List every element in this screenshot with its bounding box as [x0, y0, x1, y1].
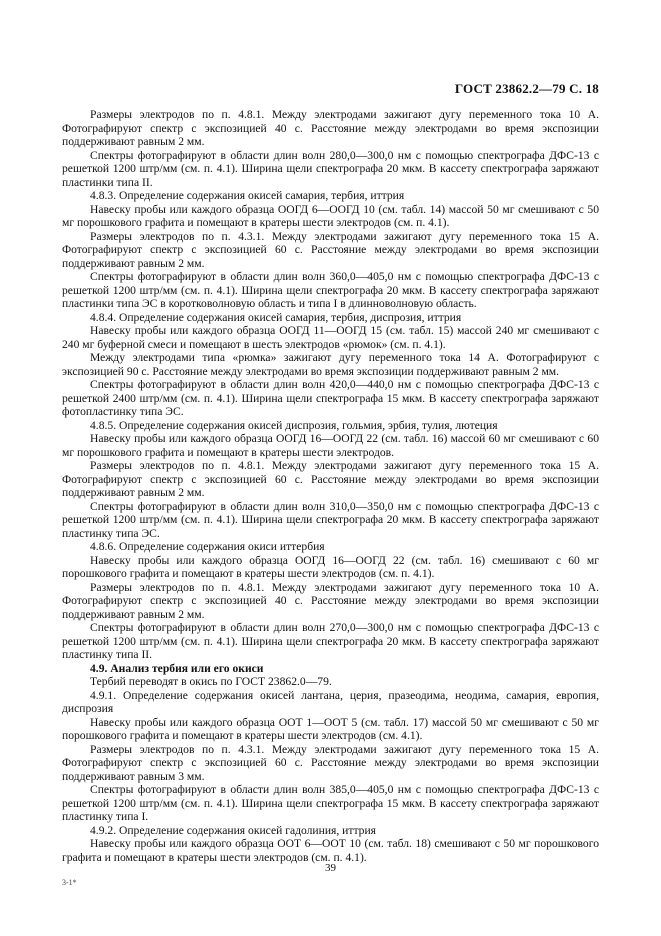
paragraph: Размеры электродов по п. 4.3.1. Между электродами зажигают дугу переменного тока 15 А. Фотографируют спектр с экспозицией 60 с. Расстояние между электродами во время экспозиции поддерживают равным 3 мм. — [62, 742, 599, 783]
paragraph: Размеры электродов по п. 4.3.1. Между электродами зажигают дугу переменного тока 15 А. Фотографируют спектр с экспозицией 60 с. Расстояние между электродами во время экспозиции поддерживают равным 2 мм. — [62, 229, 599, 270]
paragraph: Навеску пробы или каждого образца ООГД 16—ООГД 22 (см. табл. 16) массой 60 мг смешивают с 60 мг порошкового графита и помещают в кратеры шести электродов. — [62, 432, 599, 459]
paragraph: Размеры электродов по п. 4.8.1. Между электродами зажигают дугу переменного тока 10 А. Фотографируют спектр с экспозицией 40 с. Расстояние между электродами во время экспозиции поддерживают равным 2 мм. — [62, 580, 599, 621]
paragraph: Размеры электродов по п. 4.8.1. Между электродами зажигают дугу переменного тока 10 А. Фотографируют спектр с экспозицией 40 с. Расстояние между электродами во время экспозиции поддерживают равным 2 мм. — [62, 108, 599, 148]
paragraph: Навеску пробы или каждого образца ООГД 16—ООГД 22 (см. табл. 16) смешивают с 60 мг порошкового графита и помещают в кратеры шести электродов (см. п. 4.1). — [62, 553, 599, 580]
document-body — [62, 108, 599, 864]
paragraph: Спектры фотографируют в области длин волн 420,0—440,0 нм с помощью спектрографа ДФС-13 с решеткой 2400 штр/мм (см. п. 4.1). Ширина щели спектрографа 15 мкм. В кассету спектрографа заряжают фотопластинку типа ЭС. — [62, 378, 599, 418]
paragraph: Между электродами типа «рюмка» зажигают дугу переменного тока 14 А. Фотографируют с экспозицией 90 с. Расстояние между электродами во время экспозиции поддерживают равным 2 мм. — [62, 351, 599, 378]
section-heading: 4.8.4. Определение содержания окисей самария, тербия, диспрозия, иттрия — [90, 310, 462, 324]
section-title: 4.9. Анализ тербия или его окиси — [90, 661, 264, 675]
paragraph: Спектры фотографируют в области длин волн 310,0—350,0 нм с помощью спектрографа ДФС-13 с решеткой 1200 штр/мм (см. п. 4.1). Ширина щели спектрографа 20 мкм. В кассету спектрографа заряжают пластинку типа ЭС. — [62, 499, 599, 540]
page-header: ГОСТ 23862.2—79 С. 18 — [454, 81, 599, 96]
paragraph: Размеры электродов по п. 4.8.1. Между электродами зажигают дугу переменного тока 15 А. Фотографируют спектр с экспозицией 60 с. Расстояние между электродами во время экспозиции поддерживают равным 2 мм. — [62, 459, 599, 499]
paragraph: Спектры фотографируют в области длин волн 280,0—300,0 нм с помощью спектрографа ДФС-13 с решеткой 1200 штр/мм (см. п. 4.1). Ширина щели спектрографа 20 мкм. В кассету спектрографа заряжают пластинки типа II. — [62, 148, 599, 189]
section-heading: 4.9.1. Определение содержания окисей лантана, церия, празеодима, неодима, самария, европия, диспрозия — [62, 688, 599, 715]
printer-signature: 3-1* — [62, 878, 77, 887]
section-heading: 4.8.5. Определение содержания окисей диспрозия, гольмия, эрбия, тулия, лютеция — [90, 418, 498, 432]
paragraph: Спектры фотографируют в области длин волн 385,0—405,0 нм с помощью спектрографа ДФС-13 с решеткой 1200 штр/мм (см. п. 4.1). Ширина щели спектрографа 15 мкм. В кассету спектрографа заряжают пластинку типа I. — [62, 783, 599, 823]
page-number: 39 — [325, 862, 336, 874]
paragraph: Навеску пробы или каждого образца ООТ 6—ООТ 10 (см. табл. 18) смешивают с 50 мг порошкового графита и помещают в кратеры шести электродов (см. п. 4.1). — [62, 837, 599, 864]
section-heading: 4.8.3. Определение содержания окисей самария, тербия, иттрия — [90, 189, 405, 202]
section-heading: 4.9.2. Определение содержания окисей гадолиния, иттрия — [90, 823, 376, 837]
paragraph: Навеску пробы или каждого образца ООТ 1—ООТ 5 (см. табл. 17) массой 50 мг смешивают с 50 мг порошкового графита и помещают в кратеры шести электродов (см. 4.1). — [62, 715, 599, 742]
paragraph: Навеску пробы или каждого образца ООГД 11—ООГД 15 (см. табл. 15) массой 240 мг смешивают с 240 мг буферной смеси и помещают в шесть электродов «рюмок» (см. п. 4.1). — [62, 324, 599, 351]
paragraph: Тербий переводят в окись по ГОСТ 23862.0—79. — [90, 675, 332, 688]
paragraph: Спектры фотографируют в области длин волн 270,0—300,0 нм с помощью спектрографа ДФС-13 с решеткой 1200 штр/мм (см. п. 4.1). Ширина щели спектрографа 20 мкм. В кассету спектрографа заряжают пластинку типа II. — [62, 621, 599, 661]
paragraph: Навеску пробы или каждого образца ООГД 6—ООГД 10 (см. табл. 14) массой 50 мг смешивают с 50 мг порошкового графита и помещают в кратеры шести электродов (см. п. 4.1). — [62, 202, 599, 229]
section-heading: 4.8.6. Определение содержания окиси иттербия — [90, 540, 325, 553]
paragraph: Спектры фотографируют в области длин волн 360,0—405,0 нм с помощью спектрографа ДФС-13 с решеткой 1200 штр/мм (см. п. 4.1). Ширина щели спектрографа 20 мкм. В кассету спектрографа заряжают пластинки типа ЭС в коротковолновую область и типа I в длинноволновую область. — [62, 270, 599, 310]
